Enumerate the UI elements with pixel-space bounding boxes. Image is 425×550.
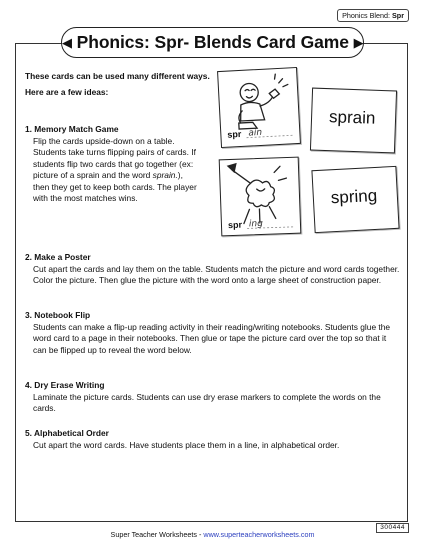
phonics-blend-tag [337,9,409,22]
intro-line-2: Here are a few ideas: [25,86,109,97]
idea-alphabetical-order [25,428,400,451]
idea-text-italic: sprain. [152,170,178,181]
title-right-arrow-icon: ▶ [353,35,364,50]
idea-notebook-flip [25,310,400,356]
word-card-sprain [310,88,397,154]
footer-url-link[interactable]: www.superteacherworksheets.com [203,530,315,539]
idea-dry-erase [25,380,400,415]
idea-text-after: ), then they get to keep both cards. The player with the most matches wins. [33,170,197,204]
word-card-text: sprain [328,107,376,128]
sprain-picture-icon [218,68,300,147]
idea-heading: 1. Memory Match Game [25,124,119,134]
picture-card-handwriting: ing [248,218,264,230]
idea-memory-match [25,124,201,205]
idea-text: Cut apart the cards and lay them on the table. Students match the picture and word cards together. Color the picture. Then glue the picture with the word onto a large sheet of construction paper. [33,263,400,286]
spring-picture-icon [220,158,301,236]
idea-text: Laminate the picture cards. Students can use dry erase markers to complete the words on the cards. [33,391,381,414]
idea-text: Students can make a flip-up reading activity in their reading/writing notebooks. Students glue the word card to a page in their notebooks. Then glue or tape the picture card over the top so that it can be flipped up to reveal the word below. [33,321,391,355]
picture-card-prefix: spr [227,219,243,231]
worksheet-code: 300444 [376,523,409,533]
picture-card-spring [219,157,302,237]
idea-heading: 3. Notebook Flip [25,310,91,320]
picture-card-sprain [217,67,301,148]
idea-text: Cut apart the word cards. Have students place them in a line, in alphabetical order. [33,439,340,450]
page-title [61,27,364,58]
idea-heading: 4. Dry Erase Writing [25,380,105,390]
picture-card-handwriting: ain [248,127,263,139]
footer-prefix: Super Teacher Worksheets - [110,530,204,539]
idea-make-poster [25,252,400,287]
tag-value: Spr [392,11,404,20]
word-card-text: spring [330,185,378,208]
footer [0,530,425,539]
intro-line-1: These cards can be used many different ways. [25,71,210,81]
intro [25,71,210,102]
title-left-arrow-icon: ◀ [62,35,72,50]
title-text: Phonics: Spr- Blends Card Game [76,32,349,52]
tag-prefix: Phonics Blend: [342,11,391,20]
picture-card-prefix: spr [227,128,242,140]
card-examples [216,64,406,246]
idea-text-before: Flip the cards upside-down on a table. Students take turns flipping pairs of cards. If students flip two cards that go together (ex: picture of a sprain and the word [33,135,196,181]
idea-heading: 5. Alphabetical Order [25,428,109,438]
idea-text [25,136,201,206]
idea-heading: 2. Make a Poster [25,252,91,262]
word-card-spring [311,166,399,233]
